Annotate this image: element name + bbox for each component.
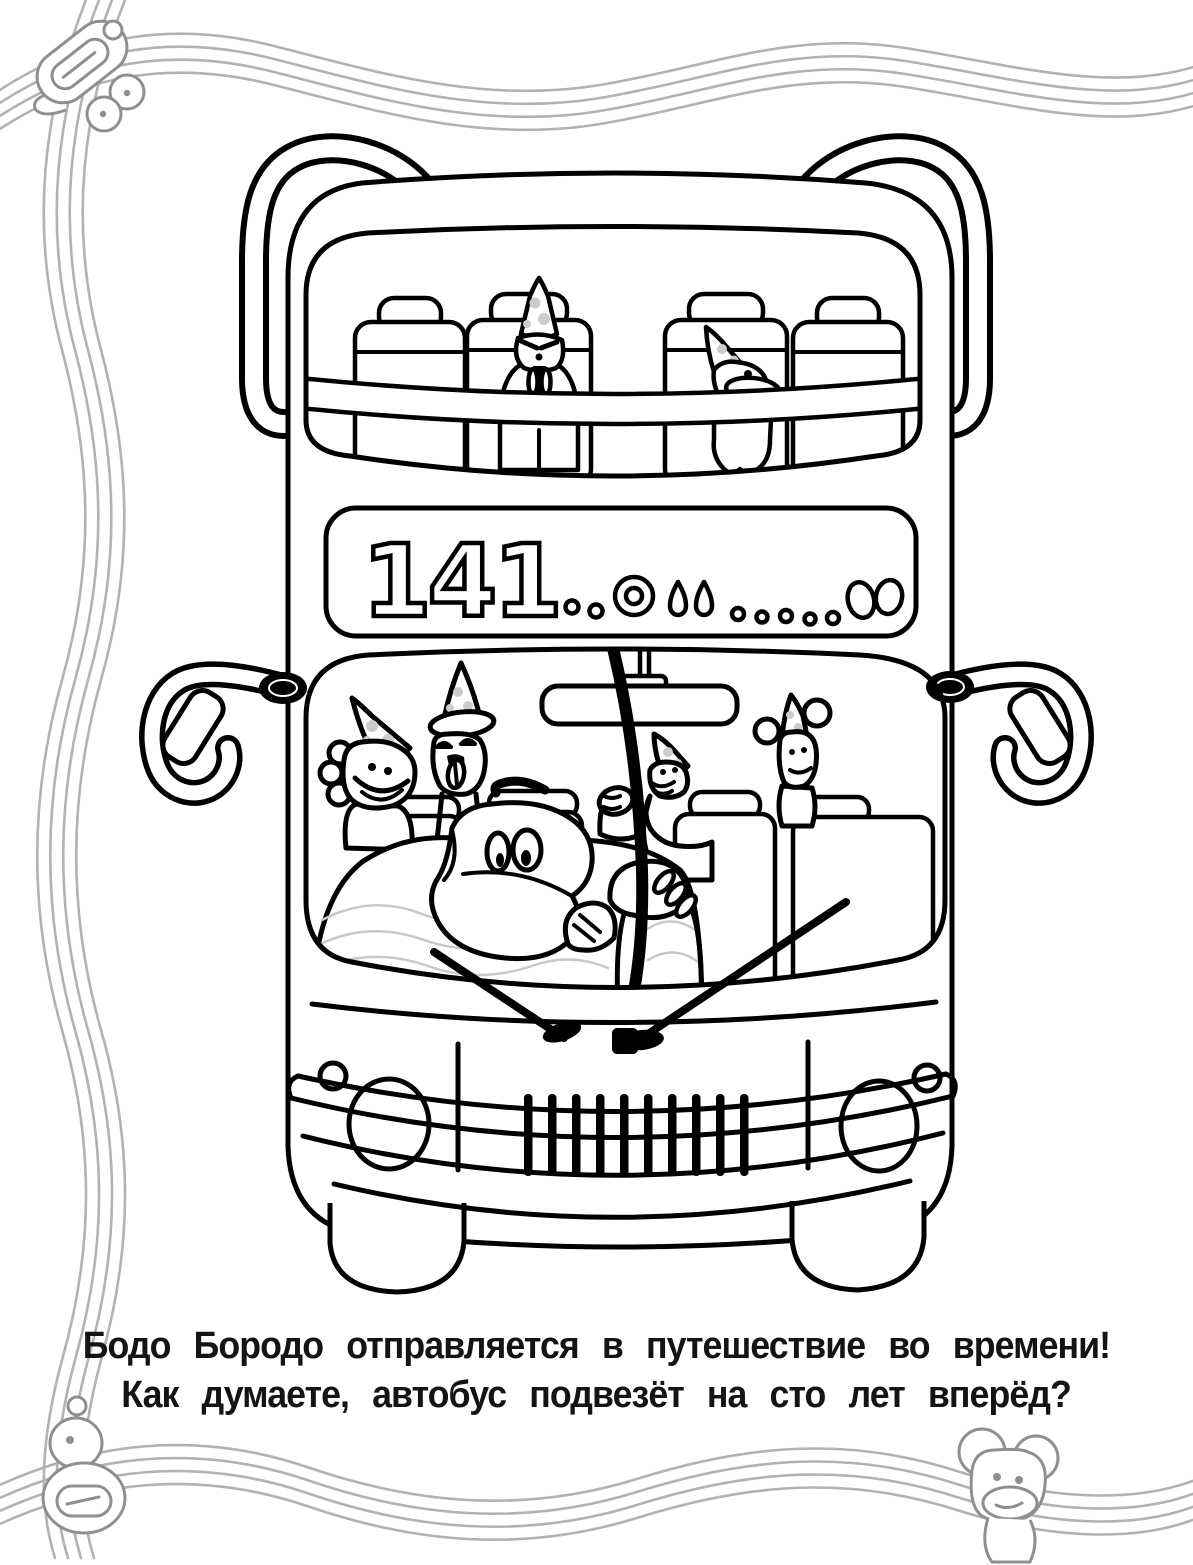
mirror-mount-right [926,671,974,703]
caption [0,1322,1193,1420]
wavy-border-top [0,34,1193,139]
mirror-mount-left [259,672,307,704]
wheel-right [792,1201,924,1290]
caption-line-2: Как думаете, автобус подвезёт на сто лет вперёд? [121,1374,1072,1416]
lying-creature-top-left-icon [27,11,144,131]
route-number: 141 [362,523,559,640]
wheel-left [330,1203,464,1292]
caption-line-1: Бодо Бородо отправляется в путешествие во времени! [82,1325,1111,1367]
mouse-creature-bottom-right-icon [959,1429,1058,1562]
destination-sign [326,508,916,640]
